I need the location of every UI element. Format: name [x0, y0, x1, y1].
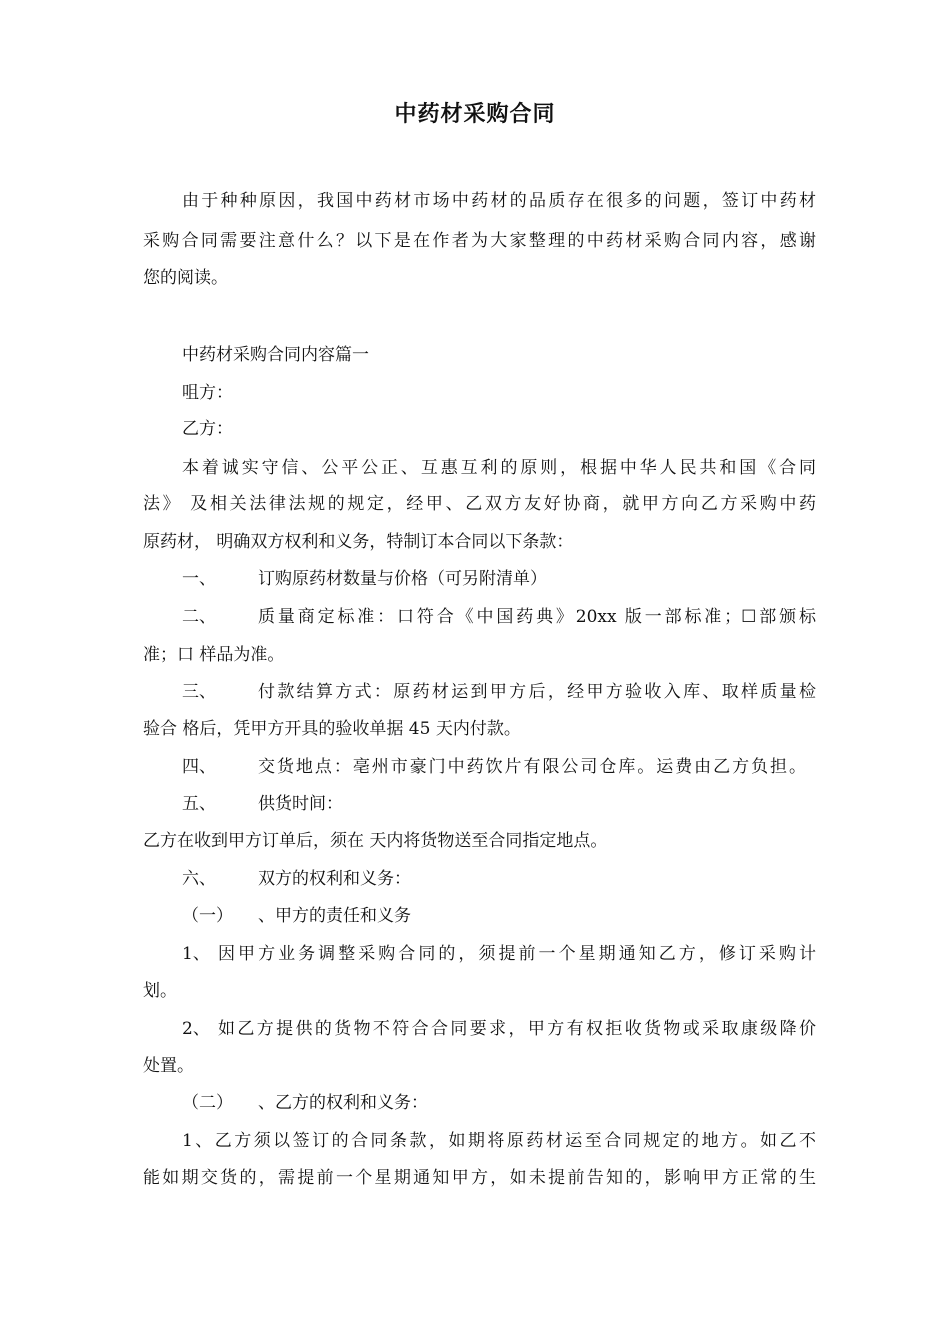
intro-line-1: 由于种种原因，我国中药材市场中药材的品质存在很多的问题，签订中药材 [182, 191, 816, 211]
preamble-line-3: 原药材， 明确双方权利和义务，特制订本合同以下条款： [143, 532, 574, 552]
party-a-label: 咀方： [182, 383, 233, 403]
clause-2-text: 质量商定标准：口符合《中国药典》20xx 版一部标准；☐部颁标 [258, 607, 816, 627]
section-heading: 中药材采购合同内容篇一 [182, 345, 369, 365]
subsection-1-number: （一） [182, 906, 233, 926]
clause-1-text: 订购原药材数量与价格（可另附清单） [258, 569, 547, 589]
clause-3-continuation: 验合 格后，凭甲方开具的验收单据 45 天内付款。 [143, 719, 521, 739]
clause-1-number: 一、 [182, 569, 216, 589]
party-b-label: 乙方： [182, 419, 233, 439]
clause-5-text: 供货时间： [258, 794, 343, 814]
preamble-line-1: 本着诚实守信、公平公正、互惠互利的原则，根据中华人民共和国《合同 [182, 458, 816, 478]
clause-4-text: 交货地点：亳州市豪门中药饮片有限公司仓库。运费由乙方负担。 [258, 757, 806, 777]
item-2-continuation: 处置。 [143, 1056, 194, 1076]
clause-5-continuation: 乙方在收到甲方订单后，须在 天内将货物送至合同指定地点。 [143, 831, 608, 851]
subsection-1-text: 、甲方的责任和义务 [258, 906, 411, 926]
clause-3-number: 三、 [182, 682, 216, 702]
subsection-2-number: （二） [182, 1093, 233, 1113]
intro-line-3: 您的阅读。 [143, 268, 228, 288]
item-3-line-1: 1、乙方须以签订的合同条款，如期将原药材运至合同规定的地方。如乙不 [182, 1131, 816, 1151]
clause-2-number: 二、 [182, 607, 216, 627]
item-3-line-2: 能如期交货的，需提前一个星期通知甲方，如未提前告知的，影响甲方正常的生 [143, 1168, 816, 1188]
item-1-text: 因甲方业务调整采购合同的，须提前一个星期通知乙方，修订采购计 [218, 944, 816, 964]
intro-line-2: 采购合同需要注意什么？以下是在作者为大家整理的中药材采购合同内容，感谢 [143, 231, 816, 251]
clause-2-continuation: 准；口 样品为准。 [143, 645, 285, 665]
clause-6-number: 六、 [182, 869, 216, 889]
clause-6-text: 双方的权利和义务： [258, 869, 411, 889]
item-2-number: 2、 [182, 1019, 210, 1039]
clause-5-number: 五、 [182, 794, 216, 814]
clause-3-text: 付款结算方式：原药材运到甲方后，经甲方验收入库、取样质量检 [258, 682, 816, 702]
clause-4-number: 四、 [182, 757, 216, 777]
subsection-2-text: 、乙方的权利和义务： [258, 1093, 428, 1113]
item-1-continuation: 划。 [143, 981, 177, 1001]
preamble-line-2: 法》 及相关法律法规的规定，经甲、乙双方友好协商，就甲方向乙方采购中药 [143, 494, 816, 514]
item-2-text: 如乙方提供的货物不符合合同要求，甲方有权拒收货物或采取康级降价 [218, 1019, 816, 1039]
item-1-number: 1、 [182, 944, 210, 964]
document-title: 中药材采购合同 [394, 102, 556, 127]
